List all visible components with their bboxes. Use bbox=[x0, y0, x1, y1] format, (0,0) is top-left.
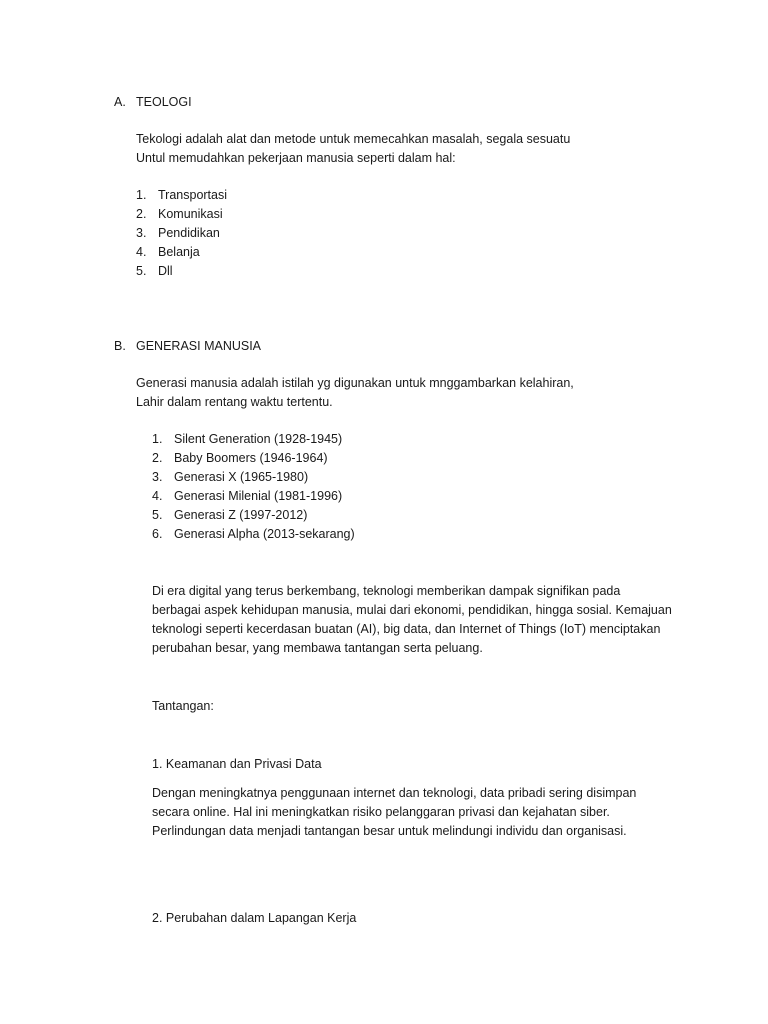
list-item-number: 1. bbox=[136, 188, 147, 202]
list-item: Generasi Z (1997-2012) bbox=[174, 508, 308, 522]
list-item-number: 4. bbox=[136, 245, 147, 259]
list-item: Silent Generation (1928-1945) bbox=[174, 432, 343, 446]
list-item: Generasi Milenial (1981-1996) bbox=[174, 489, 343, 503]
challenge-2-title: 2. Perubahan dalam Lapangan Kerja bbox=[152, 911, 357, 925]
list-item: Belanja bbox=[158, 245, 200, 259]
list-item-number: 5. bbox=[152, 508, 163, 522]
section-b-letter: B. bbox=[114, 339, 126, 353]
intro-paragraph-line: teknologi seperti kecerdasan buatan (AI), big data, dan Internet of Things (IoT) menciptakan bbox=[152, 622, 661, 636]
list-item-number: 2. bbox=[136, 207, 147, 221]
list-item-number: 3. bbox=[152, 470, 163, 484]
list-item-number: 5. bbox=[136, 264, 147, 278]
intro-paragraph-line: Di era digital yang terus berkembang, teknologi memberikan dampak signifikan pada bbox=[152, 584, 621, 598]
section-b-paragraph-line: Lahir dalam rentang waktu tertentu. bbox=[136, 395, 333, 409]
list-item-number: 3. bbox=[136, 226, 147, 240]
list-item: Baby Boomers (1946-1964) bbox=[174, 451, 328, 465]
intro-paragraph-line: perubahan besar, yang membawa tantangan serta peluang. bbox=[152, 641, 483, 655]
list-item: Transportasi bbox=[158, 188, 228, 202]
list-item: Generasi Alpha (2013-sekarang) bbox=[174, 527, 355, 541]
section-a-heading: TEOLOGI bbox=[136, 95, 192, 109]
list-item: Komunikasi bbox=[158, 207, 223, 221]
list-item-number: 1. bbox=[152, 432, 163, 446]
challenge-1-body-line: secara online. Hal ini meningkatkan risiko pelanggaran privasi dan kejahatan siber. bbox=[152, 805, 610, 819]
list-item-number: 2. bbox=[152, 451, 163, 465]
section-b-heading: GENERASI MANUSIA bbox=[136, 339, 262, 353]
section-b-paragraph-line: Generasi manusia adalah istilah yg digunakan untuk mnggambarkan kelahiran, bbox=[136, 376, 574, 390]
list-item-number: 6. bbox=[152, 527, 163, 541]
challenge-1-body-line: Perlindungan data menjadi tantangan besar untuk melindungi individu dan organisasi. bbox=[152, 824, 627, 838]
list-item: Pendidikan bbox=[158, 226, 220, 240]
challenges-label: Tantangan: bbox=[152, 699, 214, 713]
intro-paragraph-line: berbagai aspek kehidupan manusia, mulai dari ekonomi, pendidikan, hingga sosial. Kemajuan bbox=[152, 603, 672, 617]
list-item: Dll bbox=[158, 264, 173, 278]
section-a-paragraph-line: Untul memudahkan pekerjaan manusia seperti dalam hal: bbox=[136, 151, 456, 165]
list-item: Generasi X (1965-1980) bbox=[174, 470, 309, 484]
challenge-1-body-line: Dengan meningkatnya penggunaan internet dan teknologi, data pribadi sering disimpan bbox=[152, 786, 637, 800]
section-a-letter: A. bbox=[114, 95, 126, 109]
list-item-number: 4. bbox=[152, 489, 163, 503]
section-a-paragraph-line: Tekologi adalah alat dan metode untuk memecahkan masalah, segala sesuatu bbox=[136, 132, 571, 146]
challenge-1-title: 1. Keamanan dan Privasi Data bbox=[152, 757, 322, 771]
